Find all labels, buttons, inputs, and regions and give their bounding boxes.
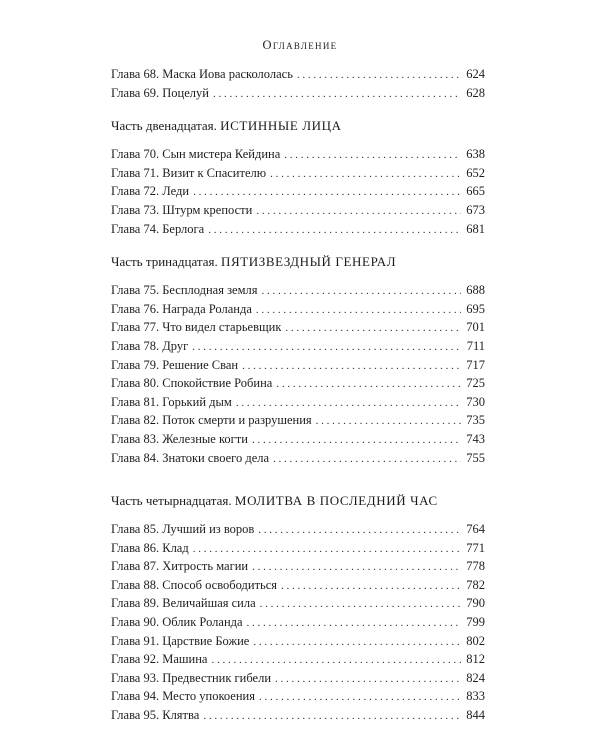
page-number: 701	[466, 320, 485, 335]
toc-entry	[111, 706, 485, 725]
running-head: Оглавление	[262, 38, 338, 52]
toc-entry	[111, 281, 485, 300]
dot-leader	[275, 670, 461, 689]
page-number: 628	[466, 85, 485, 100]
page-number: 790	[466, 596, 485, 611]
dot-leader	[316, 412, 461, 431]
toc-entry	[111, 520, 485, 539]
toc-entry	[111, 374, 485, 393]
page-number: 688	[466, 283, 485, 298]
toc-entry	[111, 356, 485, 375]
toc-entry	[111, 687, 485, 706]
dot-leader	[193, 183, 461, 202]
chapter-title: Глава 92. Машина	[111, 652, 208, 667]
page-number: 711	[466, 338, 485, 353]
toc-entry	[111, 669, 485, 688]
part-prefix: Часть четырнадцатая.	[111, 493, 232, 509]
chapter-title: Глава 79. Решение Сван	[111, 357, 239, 372]
dot-leader	[193, 540, 461, 559]
page-number: 764	[466, 522, 485, 537]
page-number: 824	[466, 670, 485, 685]
dot-leader	[270, 165, 461, 184]
dot-leader	[262, 282, 462, 301]
toc-entry	[111, 613, 485, 632]
page-number: 665	[466, 184, 485, 199]
chapter-title: Глава 89. Величайшая сила	[111, 596, 256, 611]
toc-entry	[111, 539, 485, 558]
page-number: 735	[466, 413, 485, 428]
chapter-title: Глава 77. Что видел старьевщик	[111, 320, 282, 335]
page-number: 743	[466, 431, 485, 446]
chapter-title: Глава 80. Спокойствие Робина	[111, 376, 273, 391]
chapter-title: Глава 69. Поцелуй	[111, 85, 209, 100]
toc-entry	[111, 594, 485, 613]
chapter-title: Глава 72. Леди	[111, 184, 190, 199]
dot-leader	[253, 633, 461, 652]
dot-leader	[236, 394, 461, 413]
page-number: 812	[466, 652, 485, 667]
dot-leader	[213, 85, 461, 104]
toc-entry	[111, 164, 485, 183]
dot-leader	[252, 431, 461, 450]
chapter-title: Глава 86. Клад	[111, 540, 189, 555]
dot-leader	[258, 521, 461, 540]
part-heading	[111, 492, 485, 510]
chapter-title: Глава 74. Берлога	[111, 221, 205, 236]
chapter-title: Глава 71. Визит к Спасителю	[111, 165, 267, 180]
toc-entry	[111, 650, 485, 669]
toc-entry	[111, 337, 485, 356]
dot-leader	[273, 450, 461, 469]
page-number: 652	[466, 165, 485, 180]
toc-entry	[111, 632, 485, 651]
toc-entry	[111, 318, 485, 337]
dot-leader	[192, 338, 461, 357]
page-number: 673	[466, 202, 485, 217]
page-number: 681	[466, 221, 485, 236]
chapter-title: Глава 68. Маска Иова раскололась	[111, 67, 293, 81]
chapter-title: Глава 73. Штурм крепости	[111, 202, 253, 217]
dot-leader	[284, 146, 461, 165]
page-number: 778	[466, 559, 485, 574]
toc-entry	[111, 430, 485, 449]
toc-entry	[111, 65, 485, 84]
dot-leader	[259, 688, 461, 707]
chapter-title: Глава 91. Царствие Божие	[111, 633, 250, 648]
toc-entry	[111, 557, 485, 576]
chapter-title: Глава 76. Награда Роланда	[111, 301, 252, 316]
chapter-title: Глава 75. Бесплодная земля	[111, 283, 258, 298]
page-number: 730	[466, 394, 485, 409]
toc-entry	[111, 201, 485, 220]
chapter-title: Глава 87. Хитрость магии	[111, 559, 249, 574]
dot-leader	[256, 202, 461, 221]
chapter-title: Глава 81. Горький дым	[111, 394, 232, 409]
page-number: 755	[466, 450, 485, 465]
toc-entry	[111, 182, 485, 201]
page-number: 771	[466, 540, 485, 555]
toc-entry	[111, 84, 485, 103]
page-number: 695	[466, 301, 485, 316]
page-number: 624	[466, 67, 485, 81]
page-number: 717	[466, 357, 485, 372]
page-number: 782	[466, 577, 485, 592]
page-number: 833	[466, 689, 485, 704]
toc-entry	[111, 145, 485, 164]
chapter-title: Глава 82. Поток смерти и разрушения	[111, 413, 312, 428]
toc-entry	[111, 393, 485, 412]
toc-entry	[111, 300, 485, 319]
part-heading	[111, 117, 485, 135]
chapter-title: Глава 85. Лучший из воров	[111, 522, 255, 537]
dot-leader	[211, 651, 461, 670]
dot-leader	[297, 66, 461, 85]
page-number: 638	[466, 147, 485, 162]
chapter-title: Глава 83. Железные когти	[111, 431, 248, 446]
dot-leader	[256, 301, 461, 320]
chapter-title: Глава 95. Клятва	[111, 708, 200, 723]
part-prefix: Часть двенадцатая.	[111, 118, 217, 134]
dot-leader	[208, 221, 461, 240]
dot-leader	[276, 375, 461, 394]
toc-entry	[111, 449, 485, 468]
toc-entry	[111, 411, 485, 430]
part-title: ПЯТИЗВЕЗДНЫЙ ГЕНЕРАЛ	[220, 254, 397, 270]
dot-leader	[247, 614, 461, 633]
dot-leader	[252, 558, 461, 577]
chapter-title: Глава 94. Место упокоения	[111, 689, 255, 704]
chapter-title: Глава 93. Предвестник гибели	[111, 670, 272, 685]
part-title: МОЛИТВА В ПОСЛЕДНИЙ ЧАС	[234, 493, 438, 509]
part-heading	[111, 253, 485, 271]
page-number: 802	[466, 633, 485, 648]
table-of-contents	[111, 65, 485, 725]
part-prefix: Часть тринадцатая.	[111, 254, 218, 270]
dot-leader	[285, 319, 461, 338]
dot-leader	[203, 707, 461, 726]
toc-entry	[111, 220, 485, 239]
page-number: 799	[466, 615, 485, 630]
chapter-title: Глава 88. Способ освободиться	[111, 577, 278, 592]
dot-leader	[281, 577, 461, 596]
chapter-title: Глава 84. Знатоки своего дела	[111, 450, 270, 465]
chapter-title: Глава 90. Облик Роланда	[111, 615, 243, 630]
chapter-title: Глава 70. Сын мистера Кейдина	[111, 147, 281, 162]
page-number: 844	[466, 708, 485, 723]
dot-leader	[260, 595, 461, 614]
toc-entry	[111, 576, 485, 595]
dot-leader	[242, 357, 461, 376]
chapter-title: Глава 78. Друг	[111, 338, 189, 353]
part-title: ИСТИННЫЕ ЛИЦА	[220, 118, 342, 134]
page-number: 725	[466, 376, 485, 391]
